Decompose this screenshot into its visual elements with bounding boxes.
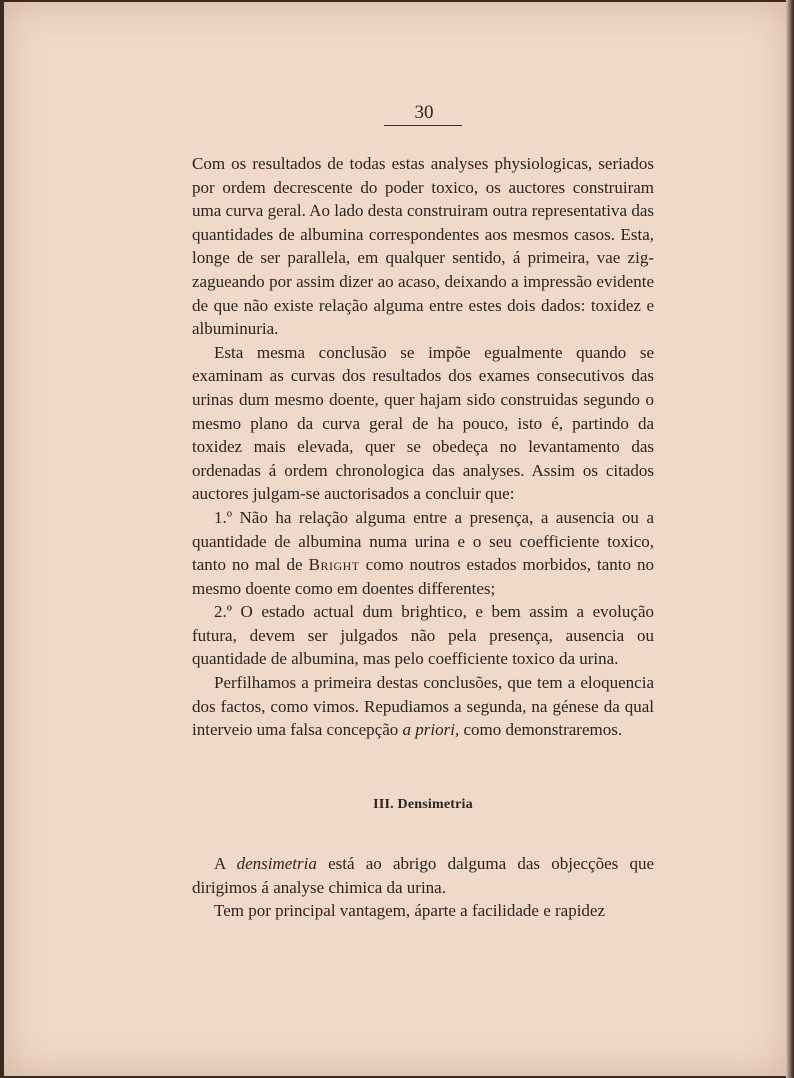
paragraph-7: Tem por principal vantagem, áparte a facilidade e rapidez — [214, 901, 606, 921]
paragraph-2: Esta mesma conclusão se impõe egualmente quando se examinam as curvas dos resultados dos exames consecutivos das urinas dum mesmo doente, quer hajam sido construidas segundo o mesmo plano da curva geral de ha pouco, isto é, partindo da toxidez mais elevada, quer se obedeça no levantamento das ordenadas á ordem chronologica das analyses. Assim os citados auctores julgam-se auctorisados a concluir que: — [192, 342, 654, 504]
body-text-section-1 — [192, 152, 654, 742]
page-number-rule — [384, 125, 462, 126]
author-name-bright: Bright — [308, 555, 360, 575]
paragraph-3-conclusion-1 — [192, 506, 654, 600]
section-heading: III. Densimetria — [373, 797, 473, 812]
paragraph-5-text-end: como demonstraremos. — [463, 720, 623, 740]
paragraph-1: Com os resultados de todas estas analyses physiologicas, seriados por ordem decrescente do poder toxico, os auctores construiram uma curva geral. Ao lado desta construiram outra representativa das quantidades de albumina correspondentes aos mesmos casos. Esta, longe de ser parallela, em qualquer sentido, á primeira, vae zig-zagueando por assim dizer ao acaso, deixando a impressão evidente de que não existe relação alguma entre estes dois dados: toxidez e albuminuria. — [192, 154, 654, 339]
paragraph-6 — [192, 852, 654, 899]
body-text-section-2 — [192, 852, 654, 923]
paragraph-6-text-start: A — [214, 854, 226, 873]
book-page — [4, 2, 788, 1076]
term-densimetria: densimetria — [236, 854, 317, 873]
page-number: 30 — [414, 102, 434, 123]
page-edge-shadow — [786, 0, 794, 1078]
paragraph-3-text-start: 1.º Não ha relação alguma entre a presença, a ausencia ou a quantidade de albumina numa urina e o seu coefficiente toxico, tanto no mal de — [192, 507, 654, 575]
paragraph-5 — [192, 671, 654, 742]
paragraph-4-conclusion-2: 2.º O estado actual dum brightico, e bem assim a evolução futura, devem ser julgados não pela presença, ausencia ou quantidade de albumina, mas pelo coefficiente toxico da urina. — [192, 602, 654, 669]
paragraph-6-text-end: está ao abrigo dalguma das objecções que dirigimos á analyse chimica da urina. — [192, 854, 655, 897]
paragraph-3-text-end: como noutros estados morbidos, tanto no mesmo doente como em doentes differentes; — [192, 555, 655, 598]
phrase-a-priori: a priori, — [402, 720, 460, 740]
paragraph-5-text-start: Perfilhamos a primeira destas conclusões, que tem a eloquencia dos factos, como vimos. Repudiamos a segunda, na génese da qual interveio uma falsa concepção — [192, 673, 654, 740]
